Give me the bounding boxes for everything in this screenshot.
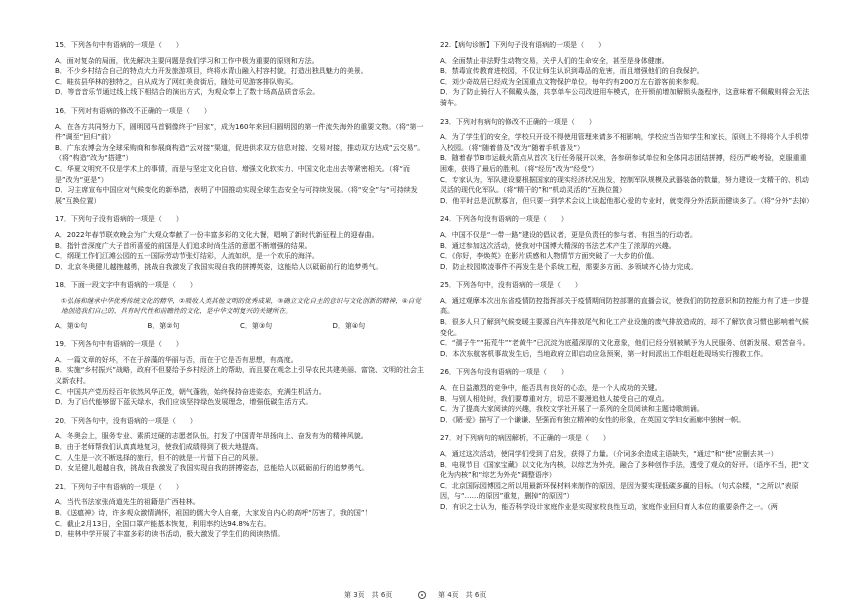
option-b: B．第②句 [147,321,180,330]
question-16 [55,106,425,206]
option-b: B．与别人相处时，我们要尊重对方，切忌不要漫追他人接受自己的观点。 [440,394,669,403]
option-d: D．防止校园欺凌事件不再发生是个系统工程，需要多方面、多领域齐心协力完成。 [440,262,698,271]
option-a: A．中国不仅是“一带一路”建设的倡议者，更是负责任的参与者、有担当的行动者。 [440,230,698,239]
question-title: 22.【病句诊断】下列句子没有语病的一项是（ ） [440,41,606,49]
question-title: 17．下列句子没有语病的一项是（ ） [55,215,183,224]
option-c: C．“孺子牛”“拓荒牛”“老黄牛”已沉淀为底蕴深厚的文化意象，他们已经分别被赋予为人民服务、创新发展、艰苦奋斗。 [440,339,810,348]
option-b: B．广东农博会为全球采购商和参展商构造“云对接”渠道，促进供求双方信息对接、交易对接，推动双方达成“云交易”。（将“构造”改为“搭建”） [55,143,425,163]
question-15 [55,40,425,98]
option-c: C．人生是一次不断选择的旅行，但不的就是一片留下自己的风景。 [55,453,263,462]
option-a: A．在各方共同努力下，圆明园马首铜像终于“回家”，成为160年来回归圆明园的第一件流失海外的重要文物。（将“第一件”调至“回归”前） [55,122,424,142]
option-d: D．本次东航客机事故发生后，当地政府立即启动应急预案，第一时间派出工作组赶赴现场实行搜救工作。 [440,349,768,358]
option-c: C．第③句 [240,321,273,330]
option-a: A．第①句 [55,321,88,330]
question-25 [440,280,810,359]
option-b: B．电视节目《国家宝藏》以文化为内核，以综艺为外壳，融合了多种创作手法，透受了观众的好评。（语序不当，把“文化为内核”和“综艺为外壳”调整语序） [440,460,809,480]
option-a: A．在日益激烈的竞争中，能否具有良好的心态，是一个人成功的关键。 [440,384,662,393]
option-c: C．专家认为，军队建设要根据国家的现实经济状况出发，控制军队规模及武器装备的数量，努力建设一支精干的、机动灵活的现代化军队。（将“精干的”和“机动灵活的”互换位置） [440,175,809,195]
question-title: 20．下列各句中，没有语病的一项是（ ） [55,416,197,425]
option-c: C．中国共产党历经百年依然风华正茂，朝气蓬勃，始终保持奋进姿态，充满生机活力。 [55,387,326,396]
option-a: A．为了学生们的安全，学校只开设不得使用管理来请多不相影响，学校应当告知学生和家长，原则上不得将个人手机带入校园。（将“随着普及”改为“随着手机普及”） [440,133,809,152]
page-number-right: 第 4页 共 6页 [438,591,487,599]
option-a: A．当代书法家张尚道先生的祖籍是广西桂林。 [55,498,200,507]
option-c: C．纲现工作们江滩公园的五一国际劳动节张灯结彩，人流如织，是一个欢乐的海洋。 [55,252,319,261]
option-b: B．实施“乡村振兴”战略，政府不但要给予乡村经济上的帮助，而且要在观念上引导农民共建美丽、富饶、文明的社会主义新农村。 [55,366,425,386]
option-a: A．一篇文章的好坏，不在于辞藻的华丽与否，而在于它是否有思想，有高度。 [55,355,298,364]
option-d: D．习主席宣布中国应对气候变化的新举措，表明了中国推动实现全球生态安全与可持续发展。（将“安全”与“可持续发展”互换位置） [55,186,418,205]
option-a: A．冬奥会上，服务专业、素质过硬的志愿者队伍，打发了中国青年昂扬向上、奋发有为的精神风貌。 [55,432,368,441]
question-27 [440,433,810,512]
option-d: D．为了后代能够留下蓝天绿水，我们应该坚持绿色发展理念，增强低碳生活方式。 [55,398,313,407]
option-a: A．通过观摩本次出东省疫情防控指挥部关于疫情期间防控部署的直播会议，使我们的防控意识和防控能力有了进一步提高。 [440,296,809,316]
option-a: A．全面禁止非法野生动物交易，关乎人们的生命安全，甚至是身体健康。 [440,56,669,65]
question-20 [55,416,425,474]
choice-row [55,321,425,332]
question-24 [440,214,810,272]
question-22 [440,40,810,109]
option-b: B．通过参加这次活动，使我对中国博大精深的书法艺术产生了浓厚的兴趣。 [440,241,676,250]
question-21 [55,482,425,540]
option-d: D．他平时总是沉默寡言，但只要一到学术会议上谈起他那心爱的专业时，就变得分外活跃而健谈多了。（将“分外”去掉） [440,196,814,205]
question-23 [440,117,814,207]
option-c: C．华夏文明究不仅是学术上的事情，而是与坚定文化自信、增强文化软实力、中国文化走出去等紧密相关。（将“而是”改为“更是”） [55,164,411,184]
option-d: D．有识之士认为，能否科学设计家庭作业是实现家校良性互动，家庭作业回归育人本位的重要条件之一。（两 [440,502,778,511]
option-c: C．《你好，李焕英》在影片质感和人物情节方面突破了一大步的价值。 [440,252,659,261]
option-d: D．桂林中学开展了丰富多彩的读书活动，极大激发了学生们的阅读热情。 [55,530,285,539]
option-c: C．畦贫县华林的独特之，自从成为了网红美食街后，随处可见游客排队购买。 [55,77,298,86]
option-b: B．随着春节B市运载火箭点从首次飞行任务展开以来，各参研参试单位和全体同志团结拼搏，经历严峻考验，克服重重困难，获得了最后的胜利。（将“经历”改为“经受”） [440,154,807,173]
question-title: 25．下列各句中，没有语病的一项是（ ） [440,281,582,290]
option-d: D．为了防止骑行人不佩戴头盔，共享单车公司改进用车模式，在开锁前增加解锁头盔程序，这意味着不佩戴则将会无法骑车。 [440,88,810,107]
question-title: 15．下列各句中有语病的一项是（ ） [55,41,183,49]
right-column [440,40,814,514]
option-c: C．刘少奇故居已经成为全国重点文物保护单位，每年约有200万左右游客前来参观。 [440,77,704,86]
option-c: C．截止2月13日，全国口罩产能基本恢复，利用率约达94.8%左右。 [55,519,271,528]
option-b: B．《送瘟神》诗，许多观众激情满怀，祖国的儒大令人自豪，大家发自内心的高呼“厉害了，我的国”！ [55,509,372,517]
question-title: 16．下列对有语病的修改不正确的一项是（ ） [55,106,211,115]
left-column [55,40,425,541]
option-a: A．2022年春节联欢晚会为广大观众奉献了一份丰富多彩的文化大餐，唱响了新时代新征程上的迎春曲。 [55,230,379,239]
option-c: C．北京国际园博园之所以用最新环保材料来制作的原因，是因为要实现低碳多赢的目标。（句式杂糅，“之所以”表原因，与“……的原因”重复，删掉“的原因”） [440,481,799,501]
option-d: D．等音音乐节通过线上线下相结合的演出方式，为观众奉上了数十场高品质音乐会。 [55,88,320,97]
question-title: 27．对下列病句的病因解析，不正确的一项是（ ） [440,434,610,443]
option-a: A．面对复杂的局面，优先解决主要问题是我们学习和工作中极为重要的原则和方法。 [55,56,319,65]
option-b: B．指针音深度广大子首所喜爱的前国是人们追求时尚生活的意愿不断增强的结果。 [55,241,312,250]
option-b: B．不少乡村结合自己的特点大力开发旅游项目，终将水青山融入村容村貌，打造出独具魅力的美景。 [55,67,368,76]
question-title: 24．下列各句没有语病的一项是（ ） [440,215,568,224]
option-d: D．女足健儿超越自我，挑战自我激发了我国实现自我的拼搏姿态，总能给人以砥砺前行的追梦勇气。 [55,464,369,473]
question-17 [55,214,425,272]
question-title: 21．下列句子中有语病的一项是（ ） [55,482,183,491]
option-d: D．《陋·爱》描写了一个谦谦、坚强而有独立精神的女性的形象，在英国文学妇女画廊中独树一帜。 [440,415,746,424]
question-title: 19．下列各句中有语病的一项是（ ） [55,340,183,349]
page-number-left: 第 3页 共 6页 [344,591,393,599]
option-b: B．由于老师帮我们认真真地复习，使我们成绩得到了极大地提高。 [55,443,263,452]
option-a: A．通过这次活动，使同学们受到了启发，获得了力量。（介词多余造成主语缺失，“通过”和“使”应删去其一） [440,450,778,458]
question-19 [55,339,425,408]
option-d: D．北京冬奥健儿越挫越勇，挑战自我激发了我国实现自我的拼搏英姿，这能给人以砥砺前行的追梦勇气。 [55,262,383,271]
option-c: C．为了提高大家阅读的兴趣，我校文学社开展了一系列的全员阅读和主题诗歌朗诵。 [440,405,704,414]
question-title: 26．下列各句没有语病的一项是（ ） [440,368,568,377]
binding-hole-icon [418,591,426,599]
passage-text: ①弘扬和继承中华优秀传统文化的精华，②吸收人类其他文明的优秀成果，③确立文化自主的意识与文化创新的精神，④自觉地创造我们自己的、具有时代性和前瞻性的文化，是中华文明复兴的关键所在。 [61,296,421,316]
question-18 [55,280,425,331]
option-d: D．第④句 [332,321,366,330]
option-b: B．很多人只了解到气候变暖主要源自汽车排放尾气和化工产业设施的废气排放造成的，却不了解饮食习惯也影响着气候变化。 [440,318,809,337]
question-title: 18．下面一段文字中有语病的一项是（ ） [55,281,197,290]
question-26 [440,367,810,425]
option-b: B．禁毒宣传教育进校园，不仅让师生认识到毒品的危害，而且增强他们的自我保护。 [440,67,704,76]
question-title: 23．下列对有病句的修改不正确的一项是（ ） [440,117,596,126]
